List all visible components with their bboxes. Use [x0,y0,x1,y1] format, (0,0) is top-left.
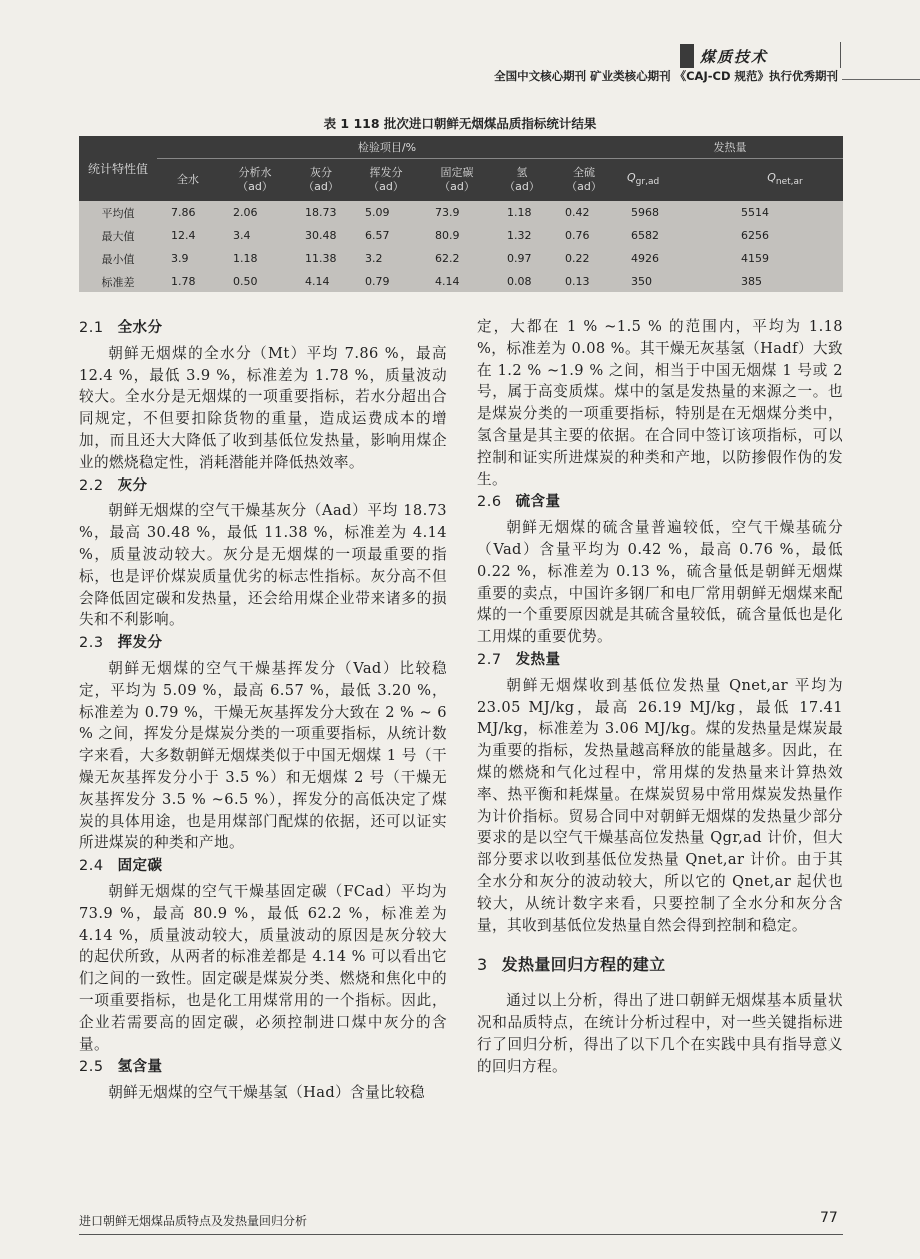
table-row [79,247,843,270]
table-cell: 4.14 [435,275,460,288]
col-header: $Q_{gr,ad}$ [617,159,727,202]
col-header: 固定碳 （ad） [421,159,493,202]
row-label: 最大值 [101,229,135,243]
section-heading: 2.5 氢含量 [79,1059,163,1076]
journal-text: 全国中文核心期刊 矿业类核心期刊 《CAJ-CD 规范》执行优秀期刊 [488,69,838,83]
stats-table-container [79,136,843,292]
table-cell: 5.09 [365,206,390,219]
table-cell: 11.38 [305,252,337,265]
paragraph: 朝鲜无烟煤的硫含量普遍较低，空气干燥基硫分（Vad）含量平均为 0.42 %，最高 0.76 %，最低 0.22 %，标准差为 0.13 %，硫含量低是朝鲜无烟煤重要的卖点，中国许多钢厂和电厂常用朝鲜无烟煤来配煤的一个重要原因就是其硫含量较低，硫含量低也是化工用煤的重要优势。 [477,519,843,646]
paragraph: 朝鲜无烟煤的空气干燥基氢（Had）含量比较稳 [108,1084,426,1102]
table-cell: 385 [741,275,762,288]
col-header: 挥发分 （ad） [351,159,421,202]
footer-rule [79,1234,843,1235]
row-label: 平均值 [101,206,135,220]
table-cell: 30.48 [305,229,337,242]
journal-line [0,68,842,84]
table-cell: 1.32 [507,229,532,242]
table-cell: 0.22 [565,252,590,265]
row-label: 标准差 [101,275,135,289]
right-column [477,316,843,1077]
table-cell: 1.18 [507,206,532,219]
inspect-group-header: 检验项目/% [157,136,617,159]
section-heading: 2.4 固定碳 [79,858,163,875]
col-header: $Q_{net,ar}$ [727,159,843,202]
table-cell: 2.06 [233,206,258,219]
table-cell: 80.9 [435,229,460,242]
col-header: 全硫 （ad） [551,159,617,202]
paragraph: 通过以上分析，得出了进口朝鲜无烟煤基本质量状况和品质特点，在统计分析过程中，对一些关键指标进行了回归分析，得出了以下几个在实践中具有指导意义的回归方程。 [477,992,843,1075]
table-cell: 0.50 [233,275,258,288]
paragraph: 定，大都在 1 % ~1.5 % 的范围内，平均为 1.18 %，标准差为 0.08 %。其干燥无灰基氢（Hadf）大致在 1.2 % ~1.9 % 之间，相当于中国无烟煤 1 号或 2 号，属于高变质煤。煤中的氢是发热量的来源之一。也是煤炭分类的一项重要指标，特别是在无烟煤分类中，氢含量是其主要的依据。在合同中签订该项指标，可以控制和证实所进煤炭的种类和产地，以防掺假作伪的发生。 [477,318,843,488]
table-cell: 12.4 [171,229,196,242]
table-cell: 7.86 [171,206,196,219]
left-column [79,316,447,1104]
footer-title: 进口朝鲜无烟煤品质特点及发热量回归分析 [79,1214,308,1228]
table-cell: 62.2 [435,252,460,265]
section-heading: 2.1 全水分 [79,320,163,336]
paragraph: 朝鲜无烟煤的空气干燥基灰分（Aad）平均 18.73 %，最高 30.48 %，最低 11.38 %，标准差为 4.14 %，质量波动较大。灰分是无烟煤的一项最重要的指标，也是评价煤炭质量优劣的标志性指标。灰分高不但会降低固定碳和发热量，还会给用煤企业带来诸多的损失和不利影响。 [79,502,447,629]
table-cell: 6256 [741,229,769,242]
table-cell: 4.14 [305,275,330,288]
section-heading: 2.3 挥发分 [79,635,163,652]
section-heading: 2.7 发热量 [477,651,561,668]
table-cell: 0.13 [565,275,590,288]
table-cell: 6582 [631,229,659,242]
table-row [79,224,843,247]
paragraph: 朝鲜无烟煤的全水分（Mt）平均 7.86 %，最高 12.4 %，最低 3.9 %，标准差为 1.78 %，质量波动较大。全水分是无烟煤的一项重要指标，若水分超出合同规定，不但要扣除货物的重量，造成运费成本的增加，而且还大大降低了收到基低位发热量，影响用煤企业的燃烧稳定性，消耗潜能并降低热效率。 [79,344,447,471]
table-cell: 3.4 [233,229,251,242]
stat-header: 统计特性值 [79,136,157,201]
row-label: 最小值 [101,252,135,266]
section-name: 煤质技术 [700,48,769,66]
page-number: 77 [820,1210,838,1226]
chapter-heading: 3 发热量回归方程的建立 [477,955,666,975]
col-header: 灰分 （ad） [291,159,351,202]
table-cell: 1.78 [171,275,196,288]
paragraph: 朝鲜无烟煤的空气干燥基固定碳（FCad）平均为 73.9 %，最高 80.9 %，最低 62.2 %，标准差为 4.14 %，质量波动较大，质量波动的原因是灰分较大的起伏所致，从两者的标准差都是 4.14 % 可以看出它们之间的一致性。固定碳是煤炭分类、燃烧和焦化中的一项重要指标，也是化工用煤常用的一个指标。因此，企业若需要高的固定碳，必须控制进口煤中灰分的含量。 [79,882,447,1053]
table-cell: 350 [631,275,652,288]
stats-table [79,136,843,293]
table-cell: 4159 [741,252,769,265]
table-cell: 3.2 [365,252,383,265]
paragraph: 朝鲜无烟煤的空气干燥基挥发分（Vad）比较稳定，平均为 5.09 %，最高 6.57 %，最低 3.20 %，标准差为 0.79 %，干燥无灰基挥发分大致在 2 % ~ 6 % 之间，挥发分是煤炭分类的一项重要指标，从统计数字来看，大多数朝鲜无烟煤类似于中国无烟煤 1 号（干燥无灰基挥发分小于 3.5 %）和无烟煤 2 号（干燥无灰基挥发分 3.5 % ~6.5 %），挥发分的高低决定了煤炭的具体用途，也是用煤部门配煤的依据，还可以证实所进煤炭的种类和产地。 [79,659,447,852]
table-cell: 0.08 [507,275,532,288]
table-title: 表 1 118 批次进口朝鲜无烟煤品质指标统计结果 [323,116,597,131]
table-row [79,201,843,224]
table-cell: 0.97 [507,252,532,265]
table-cell: 73.9 [435,206,460,219]
table-cell: 3.9 [171,252,189,265]
section-heading: 2.6 硫含量 [477,494,561,511]
table-cell: 4926 [631,252,659,265]
heat-group-header: 发热量 [617,136,843,159]
table-cell: 0.79 [365,275,390,288]
paragraph: 朝鲜无烟煤收到基低位发热量 Qnet,ar 平均为 23.05 MJ/kg，最高 26.19 MJ/kg，最低 17.41 MJ/kg，标准差为 3.06 MJ/kg。煤的发热量是煤炭最为重要的指标，发热量越高释放的能量越多。因此，在煤的燃烧和气化过程中，常用煤的发热量来计算热效率、热平衡和耗煤量。在煤炭贸易中常用煤炭发热量作为计价指标。贸易合同中对朝鲜无烟煤的发热量少部分要求的是以空气干燥基高位发热量 Qgr,ad 计价，但大部分要求以收到基低位发热量 Qnet,ar 计价。由于其全水分和灰分的波动较大，所以它的 Qnet,ar 起伏也较大，从统计数字来看，只要控制了全水分和灰分含量，其收到基低位发热量自然会得到控制和稳定。 [477,676,843,934]
table-cell: 5514 [741,206,769,219]
table-cell: 1.18 [233,252,258,265]
col-header: 分析水 （ad） [219,159,291,202]
table-cell: 0.42 [565,206,590,219]
table-row [79,270,843,293]
col-header: 氢 （ad） [493,159,551,202]
col-header: 全水 [157,159,219,202]
table-cell: 5968 [631,206,659,219]
table-cell: 0.76 [565,229,590,242]
table-cell: 6.57 [365,229,390,242]
section-heading: 2.2 灰分 [79,477,148,494]
table-cell: 18.73 [305,206,337,219]
